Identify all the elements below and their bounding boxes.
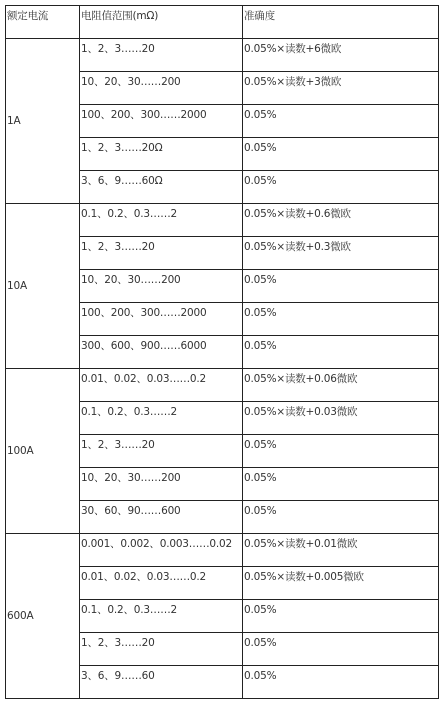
accuracy-cell: 0.05%×读数+0.06微欧 (243, 369, 439, 402)
table-row (6, 204, 439, 237)
resistance-range-cell: 0.001、0.002、0.003……0.02 (80, 534, 243, 567)
header-row (6, 6, 439, 39)
accuracy-cell: 0.05% (243, 501, 439, 534)
resistance-range-cell: 1、2、3……20 (80, 435, 243, 468)
rated-current-cell: 600A (6, 534, 80, 699)
accuracy-cell: 0.05% (243, 633, 439, 666)
accuracy-cell: 0.05% (243, 138, 439, 171)
resistance-range-cell: 1、2、3……20 (80, 633, 243, 666)
accuracy-cell: 0.05%×读数+0.005微欧 (243, 567, 439, 600)
resistance-range-cell: 100、200、300……2000 (80, 303, 243, 336)
table-header (6, 6, 439, 39)
resistance-range-cell: 3、6、9……60 (80, 666, 243, 699)
accuracy-cell: 0.05%×读数+0.03微欧 (243, 402, 439, 435)
resistance-range-cell: 300、600、900……6000 (80, 336, 243, 369)
resistance-range-cell: 10、20、30……200 (80, 270, 243, 303)
accuracy-cell: 0.05%×读数+3微欧 (243, 72, 439, 105)
table-row (6, 39, 439, 72)
resistance-range-cell: 3、6、9……60Ω (80, 171, 243, 204)
rated-current-cell: 100A (6, 369, 80, 534)
accuracy-cell: 0.05% (243, 171, 439, 204)
header-current: 额定电流 (6, 6, 80, 39)
resistance-range-cell: 30、60、90……600 (80, 501, 243, 534)
accuracy-cell: 0.05% (243, 105, 439, 138)
accuracy-cell: 0.05%×读数+0.01微欧 (243, 534, 439, 567)
table-row (6, 369, 439, 402)
rated-current-cell: 1A (6, 39, 80, 204)
accuracy-cell: 0.05%×读数+0.6微欧 (243, 204, 439, 237)
resistance-range-cell: 10、20、30……200 (80, 72, 243, 105)
resistance-range-cell: 1、2、3……20Ω (80, 138, 243, 171)
resistance-range-cell: 0.01、0.02、0.03……0.2 (80, 567, 243, 600)
accuracy-cell: 0.05% (243, 468, 439, 501)
table-row (6, 534, 439, 567)
accuracy-cell: 0.05% (243, 270, 439, 303)
accuracy-cell: 0.05%×读数+6微欧 (243, 39, 439, 72)
accuracy-cell: 0.05% (243, 600, 439, 633)
header-accuracy: 准确度 (243, 6, 439, 39)
resistance-range-cell: 0.1、0.2、0.3……2 (80, 204, 243, 237)
resistance-range-cell: 100、200、300……2000 (80, 105, 243, 138)
header-range: 电阻值范围(mΩ) (80, 6, 243, 39)
resistance-range-cell: 10、20、30……200 (80, 468, 243, 501)
resistance-range-cell: 0.1、0.2、0.3……2 (80, 600, 243, 633)
rated-current-cell: 10A (6, 204, 80, 369)
accuracy-cell: 0.05% (243, 435, 439, 468)
accuracy-cell: 0.05% (243, 666, 439, 699)
resistance-range-cell: 1、2、3……20 (80, 39, 243, 72)
resistance-range-cell: 0.01、0.02、0.03……0.2 (80, 369, 243, 402)
resistance-range-cell: 1、2、3……20 (80, 237, 243, 270)
accuracy-cell: 0.05%×读数+0.3微欧 (243, 237, 439, 270)
table-body (6, 39, 439, 699)
resistance-range-cell: 0.1、0.2、0.3……2 (80, 402, 243, 435)
accuracy-cell: 0.05% (243, 336, 439, 369)
accuracy-cell: 0.05% (243, 303, 439, 336)
spec-table (5, 5, 439, 699)
